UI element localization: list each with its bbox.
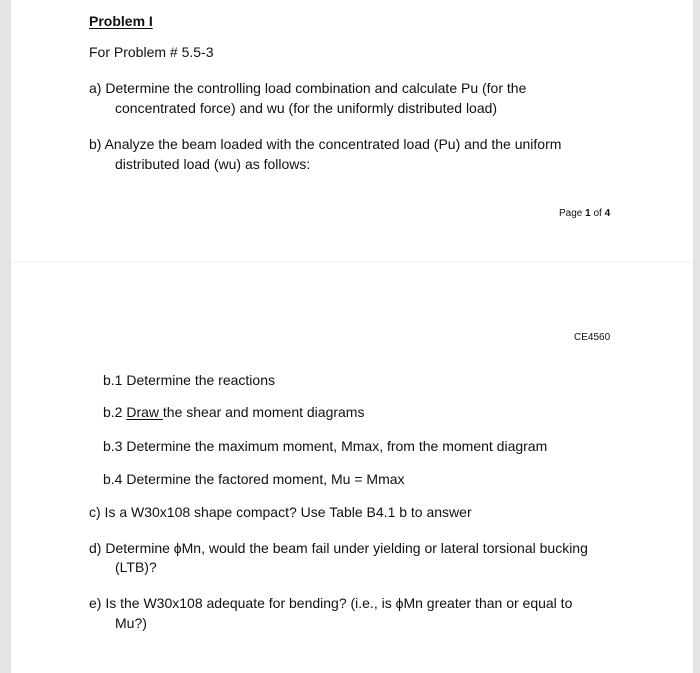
course-code-header: CE4560: [574, 332, 611, 343]
item-d-line-2: (LTB)?: [115, 559, 157, 575]
page-footer-prefix: Page: [559, 208, 586, 219]
page-footer-of: of: [590, 208, 605, 219]
item-b1: b.1 Determine the reactions: [103, 372, 275, 388]
item-b3: b.3 Determine the maximum moment, Mmax, from the moment diagram: [103, 438, 548, 454]
item-a-line-1: a) Determine the controlling load combination and calculate Pu (for the: [89, 80, 527, 96]
item-e-line-1: e) Is the W30x108 adequate for bending? (i.e., is ϕMn greater than or equal to: [89, 595, 573, 611]
item-e-line-2: Mu?): [115, 615, 147, 631]
item-b2-prefix: b.2: [103, 404, 127, 420]
item-b-line-1: b) Analyze the beam loaded with the concentrated load (Pu) and the uniform: [89, 136, 562, 152]
page-number-footer: [559, 207, 610, 220]
item-a-line-2: concentrated force) and wu (for the uniformly distributed load): [115, 100, 498, 116]
item-b-line-2: distributed load (wu) as follows:: [115, 156, 311, 172]
document-page-2: [11, 263, 693, 673]
item-d-line-1: d) Determine ϕMn, would the beam fail under yielding or lateral torsional bucking: [89, 540, 588, 556]
item-b2-rest: the shear and moment diagrams: [162, 404, 365, 420]
item-b2: [103, 403, 364, 421]
item-b2-draw: Draw: [126, 404, 163, 420]
total-page-count: 4: [604, 208, 611, 219]
item-b4: b.4 Determine the factored moment, Mu = Mmax: [103, 471, 405, 487]
item-c: c) Is a W30x108 shape compact? Use Table B4.1 b to answer: [89, 504, 472, 520]
problem-reference: For Problem # 5.5-3: [89, 44, 214, 60]
current-page-number: 1: [585, 208, 591, 219]
problem-heading: Problem I: [89, 13, 153, 29]
document-page-1: [11, 0, 693, 272]
